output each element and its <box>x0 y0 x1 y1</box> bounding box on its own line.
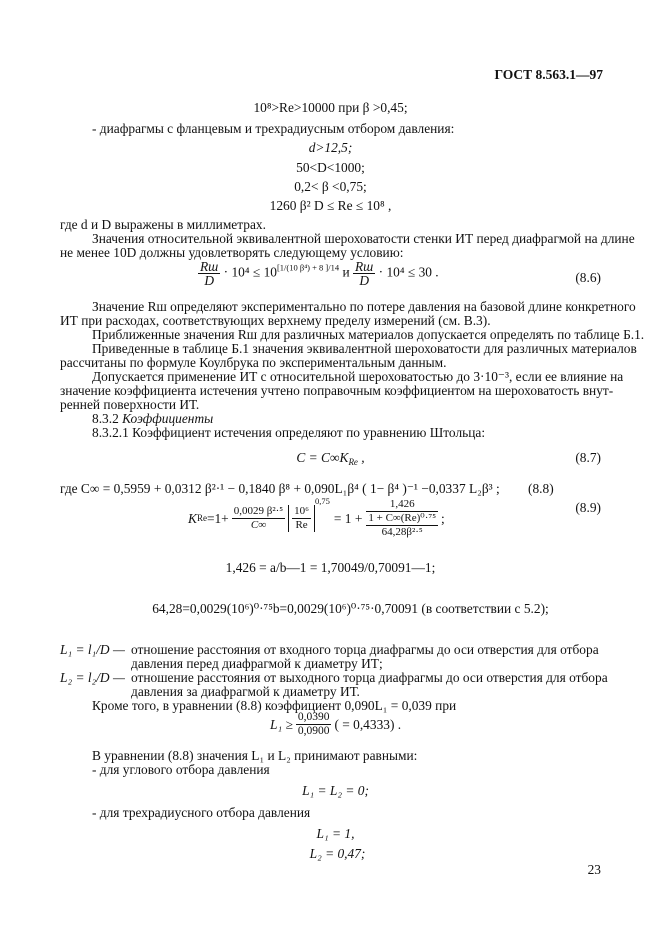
equation-a-b: 1,426 = a/b—1 = 1,70049/0,70091—1; <box>225 560 436 575</box>
besides-para: Кроме того, в уравнении (8.8) коэффициент 0,090L₁ = 0,039 при <box>92 698 457 713</box>
condition-d: d>12,5; <box>308 140 353 155</box>
standard-header: ГОСТ 8.563.1—97 <box>494 67 603 82</box>
equation-L2: L₂ = 0,47; <box>309 846 366 861</box>
values-para: В уравнении (8.8) значения L₁ и L₂ принимают равными: <box>92 748 418 763</box>
section-8-3-2-1: 8.3.2.1 Коэффициент истечения определяют по уравнению Штольца: <box>92 425 486 440</box>
table-para-line1: Приведенные в таблице Б.1 значения эквивалентной шероховатости для различных материалов <box>92 341 637 356</box>
equation-L1-L2-zero: L₁ = L₂ = 0; <box>302 783 369 798</box>
roughness-para-line1: Значения относительной эквивалентной шероховатости стенки ИТ перед диафрагмой на длине <box>92 231 635 246</box>
roughness-para-line2: не менее 10D должны удовлетворять следующему условию: <box>60 245 404 260</box>
L1-definition-line1: отношение расстояния от входного торца диафрагмы до оси отверстия для отбора <box>131 642 599 657</box>
L2-definition-line1: отношение расстояния от выходного торца диафрагмы до оси отверстия для отбора <box>131 670 608 685</box>
allow-para-line1: Допускается применение ИТ с относительной шероховатостью до 3·10⁻³, если ее влияние на <box>92 369 624 384</box>
eq86-fraction-1: $\frac{Rш}{D}$ <box>200 259 219 288</box>
rsh-para-line2: ИТ при расходах, соответствующих верхнему пределу измерений (см. В.3). <box>60 313 491 328</box>
equation-8-7: $C = C\infty K_{Re}$ , <box>296 450 365 467</box>
L1-definition-line2: давления перед диафрагмой к диаметру ИТ; <box>131 656 383 671</box>
condition-beta: 0,2< β <0,75; <box>294 179 367 194</box>
allow-para-line2: значение коэффициента истечения учтено поправочным коэффициентом на шероховатость внут- <box>60 383 614 398</box>
condition-D: 50<D<1000; <box>296 160 365 175</box>
eq-number-8-7: (8.7) <box>575 450 601 465</box>
approx-para: Приближенные значения Rш для различных материалов допускается определять по таблице Б.1. <box>92 327 645 342</box>
L1-inequality: L₁ ≥ $\frac{0,0390}{0,0900}$ ( = 0,4333) . <box>270 710 402 737</box>
equation-8-6: $\frac{Rш}{D}$ · $10^4 \le 10^{[1/(10 \beta^4) + 8 ]/14}$ и $\frac{Rш}{D}$ · 10⁴ ≤ 30 . <box>200 259 439 288</box>
rsh-para-line1: Значение Rш определяют экспериментально по потере давления на базовой длине конкретного <box>92 299 636 314</box>
L2-definition-lhs: L₂ = l₂/D — <box>60 670 125 685</box>
equation-8-8: где C∞ = 0,5959 + 0,0312 β²·¹ − 0,1840 β⁸ + 0,090L₁β⁴ ( 1− β⁴ )⁻¹ −0,0337 L₂β³ ; <box>60 481 500 496</box>
table-para-line2: рассчитаны по формуле Коулбрука по экспериментальным данным. <box>60 355 447 370</box>
equation-L1-one: L₁ = 1, <box>316 826 355 841</box>
L1-definition-lhs: L₁ = l₁/D — <box>60 642 125 657</box>
eq-number-8-8: (8.8) <box>528 481 554 496</box>
flange-bullet: - диафрагмы с фланцевым и трехрадиусным отбором давления: <box>92 121 455 136</box>
eq89-fraction-b: 1,426 1 + C∞(Re)⁰·⁷⁵ 64,28β²·⁵ <box>368 497 437 538</box>
L2-definition-line2: давления за диафрагмой к диаметру ИТ. <box>131 684 360 699</box>
eq89-fraction-a: $\frac{\text{0,0029 β²·⁵}}{C\infty}$ <box>233 504 284 531</box>
angle-bullet: - для углового отбора давления <box>92 762 270 777</box>
equation-8-9: K Re =1+ $\frac{\text{0,0029 β²·⁵}}{C\infty}$ $\frac{\text{10⁶}}{Re}$ 0,75 = 1 + 1,426 1 + C∞(Re)⁰·⁷⁵ 64,28β²·⁵ ; <box>188 496 445 538</box>
eq-number-8-9: (8.9) <box>575 500 601 515</box>
eq-number-8-6: (8.6) <box>575 270 601 285</box>
eq86-fraction-2: $\frac{Rш}{D}$ <box>355 259 374 288</box>
page-number: 23 <box>587 862 601 877</box>
condition-re-range: 1260 β² D ≤ Re ≤ 10⁸ , <box>269 198 392 213</box>
equation-64-28: 64,28=0,0029(10⁶)⁰·⁷⁵b=0,0029(10⁶)⁰·⁷⁵·0,70091 (в соответствии с 5.2); <box>152 601 549 616</box>
three-radius-bullet: - для трехрадиусного отбора давления <box>92 805 311 820</box>
section-8-3-2: 8.3.2 Коэффициенты <box>92 411 214 426</box>
units-note: где d и D выражены в миллиметрах. <box>60 217 266 232</box>
condition-re: 10⁸>Re>10000 при β >0,45; <box>253 100 408 115</box>
eq89-bracket: $\frac{\text{10⁶}}{Re}$ <box>288 505 315 532</box>
allow-para-line3: ренней поверхности ИТ. <box>60 397 200 412</box>
